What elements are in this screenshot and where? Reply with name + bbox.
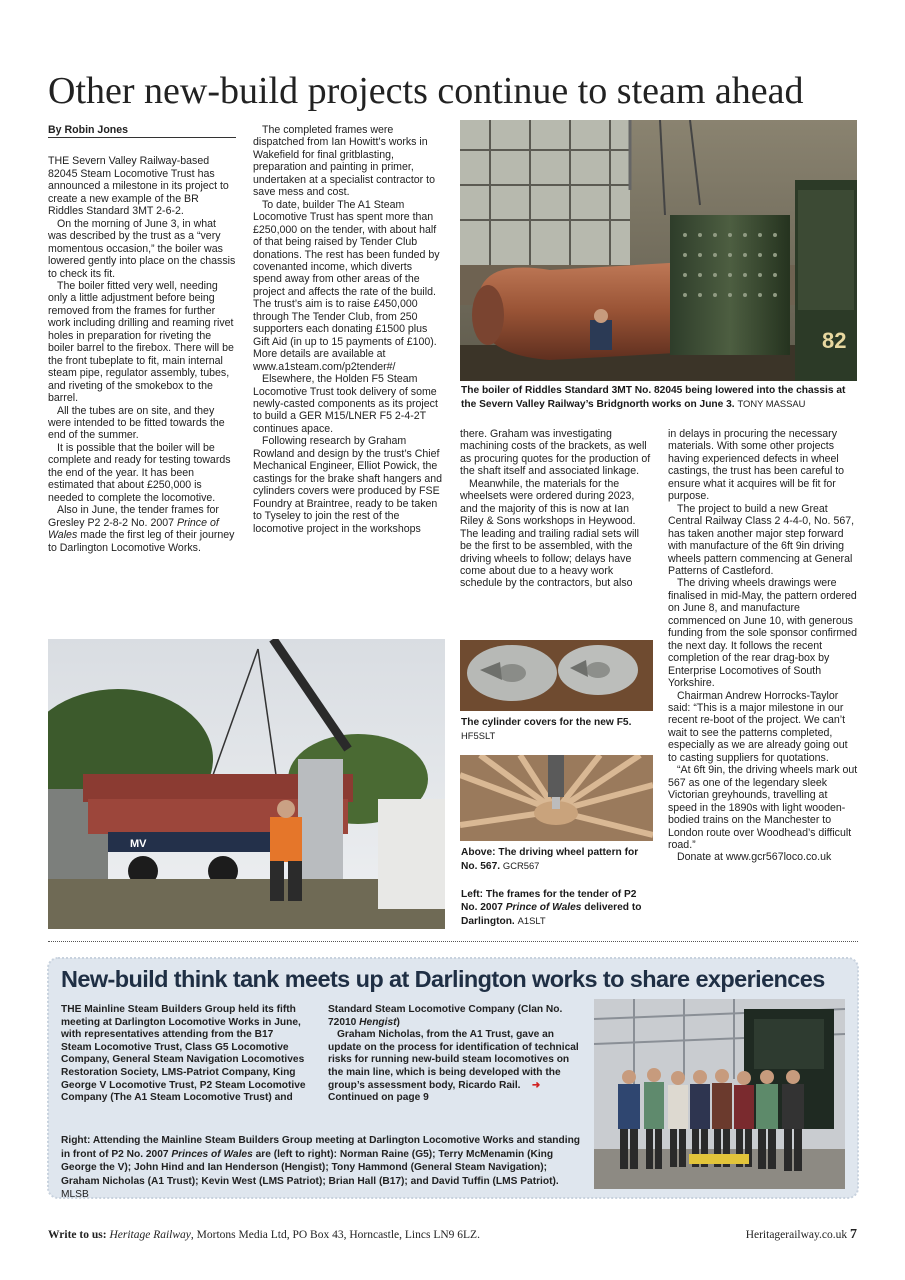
paragraph: there. Graham was investigating machining costs of the brackets, as well as procuring quotes for the production of the shaft itself and associated linkage. [460,428,651,478]
footer-contact: Write to us: Heritage Railway, Mortons Media Ltd, PO Box 43, Horncastle, Lincs LN9 6LZ. [48,1229,480,1241]
paragraph: On the morning of June 3, in what was described by the trust as a “very momentous occasion,” the boiler was lowered gently into place on the chassis to check its fit. [48,217,236,280]
page-number: 7 [850,1227,857,1242]
byline: By Robin Jones [48,124,236,138]
continued-link[interactable]: Continued on page 9 [328,1092,429,1104]
paragraph: The boiler fitted very well, needing only a little adjustment before being removed from the frames for further work including drilling and reaming rivet holes in preparation for riveting the boiler barrel to the firebox. There will be the front tubeplate to fit, main internal steam pipe, regulator assembly, tubes, and riveting of the smokebox to the barrel. [48,279,234,405]
article-column-2 [253,124,443,535]
article-column-1 [48,124,236,554]
footer-site [746,1227,857,1243]
frames-caption: Left: The frames for the tender of P2 No. 2007 Prince of Wales delivered to Darlington. A1SLT [461,889,642,927]
tender-frames-photo [48,639,445,929]
paragraph: THE Severn Valley Railway-based 82045 Steam Locomotive Trust has announced a milestone in its project to create a new example of the BR Riddles Standard 3MT 2-6-2. [48,155,229,218]
paragraph: The project to build a new Great Central Railway Class 2 4-4-0, No. 567, has taken another major step forward with manufacture of the 6ft 9in driving wheels pattern commencing at General Patterns of Castleford. [668,502,855,577]
boxout-title: New-build think tank meets up at Darlington works to share experiences [61,966,825,992]
paragraph: Donate at www.gcr567loco.co.uk [677,851,832,864]
site-link[interactable]: Heritagerailway.co.uk [745,1229,848,1241]
paragraph: Following research by Graham Rowland and design by the trust’s Chief Mechanical Engineer, Elliot Powick, the castings for the brake shaft hangers and cylinders covers were produced by FSE Foundry at Braintree, ready to be taken to Tyseley to join the rest of the locomotive project in the workshops [253,435,443,535]
paragraph: THE Mainline Steam Builders Group held its fifth meeting at Darlington Locomotive Works in June, with representatives attending from the B17 Steam Locomotive Trust, Class G5 Locomotive Company, General Steam Navigation Locomotives Restoration Society, LMS-Patriot Company, King George V Locomotive Trust, P2 Steam Locomotive Company (The A1 Steam Locomotive Trust) and [61,1004,306,1104]
paragraph: The driving wheels drawings were finalised in mid-May, the pattern ordered on June 8, and manufacture commenced on June 10, with generous funding from the sole sponsor confirmed the next day. It follows the recent completion of the rear drag-box by Enterprise Locomotives of South Yorkshire. [668,577,858,690]
boxout-column-2 [328,1004,580,1105]
boiler-photo [460,120,857,381]
paragraph: Also in June, the tender frames for Gresley P2 2-8-2 No. 2007 Prince of Wales made the first leg of their journey to Darlington Locomotive Works. [48,504,235,554]
truck-badge-label: MV [130,838,147,850]
paragraph: Meanwhile, the materials for the wheelsets were ordered during 2023, and the majority of this is now at Ian Riley & Sons workshops in Heywood. The leading and trailing radial sets will be the first to be assembled, with the driving wheels to follow; delays have come about due to a heavy work schedule by the contractors, but also [460,477,640,590]
article-column-4 [668,428,858,864]
boxout-caption: Right: Attending the Mainline Steam Builders Group meeting at Darlington Locomotive Works and standing in front of P2 No. 2007 Princes of Wales are (left to right): Norman Raine (G5); Terry McMenamin (King George the V); John Hind and Ian Henderson (Hengist); Tony Hammond (General Steam Navigation); Graham Nicholas (A1 Trust); Kevin West (LMS Patriot); Brian Hall (B17); and David Tuffin (LMS Patriot). MLSB [61,1135,581,1200]
paragraph: in delays in procuring the necessary materials. With some other projects having experienced defects in wheel castings, the trust has been careful to ensure what it acquires will be fit for purpose. [668,428,845,503]
wheel-caption: Above: The driving wheel pattern for No. 567. GCR567 [461,847,639,872]
boxout-column-1 [61,1004,306,1105]
page-headline: Other new-build projects continue to steam ahead [48,70,804,112]
paragraph: Elsewhere, the Holden F5 Steam Locomotive Trust took delivery of some newly-casted components as its project to build a GER M15/LNER F5 2-4-2T continues apace. [253,373,438,435]
paragraph: Standard Steam Locomotive Company (Clan No. 72010 Hengist) [328,1004,563,1028]
paragraph: To date, builder The A1 Steam Locomotive Trust has spent more than £250,000 on the tender, with about half of that being raised by Tender Club donations. The rest has been funded by covenanted income, which diverts spend away from other areas of the project and affects the rate of the build. The trust’s aim is to raise £450,000 through The Tender Club, from 250 supporters each donating £1500 plus Gift Aid (in up to 15 payments of £100). More details are available at www.a1steam.com/p2tender#/ [253,198,440,373]
cylinder-caption: The cylinder covers for the new F5. HF5SLT [461,717,632,741]
boiler-caption: The boiler of Riddles Standard 3MT No. 82045 being lowered into the chassis at the Severn Valley Railway’s Bridgnorth works on June 3. TONY MASSAU [461,385,846,410]
group-photo [594,999,845,1189]
paragraph: Chairman Andrew Horrocks-Taylor said: “This is a major milestone in our recent re-boot of the project. We can’t wait to see the patterns completed, especially as we are already going out to casting suppliers for quotations. [668,689,848,764]
section-divider [48,941,858,942]
paragraph: Graham Nicholas, from the A1 Trust, gave an update on the process for identification of technical risks for running new-build steam locomotives on the main line, which is being developed with the group’s assessment body, Ricardo Rail. ➜ Continued on page 9 [328,1029,579,1104]
wheel-pattern-photo [460,755,653,841]
cylinder-covers-photo [460,640,653,711]
paragraph: It is possible that the boiler will be complete and ready for testing towards the end of the year. It has been estimated that about £250,000 is needed to complete the locomotive. [48,441,231,504]
loco-number-label: 82 [822,328,847,353]
article-column-3 [460,428,653,590]
paragraph: “At 6ft 9in, the driving wheels mark out 567 as one of the legendary sleek Victorian greyhounds, travelling at speed in the 1890s with light wooden-bodied trains on the Manchester to London route over Woodhead’s difficult road.” [668,764,858,851]
continued-arrow-icon: ➜ [531,1079,541,1091]
paragraph: The completed frames were dispatched from Ian Howitt’s works in Wakefield for final gritblasting, preparation and painting in primer, undertaken at a specialist contractor to save mess and cost. [253,124,435,199]
paragraph: All the tubes are on site, and they were intended to be fitted towards the end of the summer. [48,404,225,442]
